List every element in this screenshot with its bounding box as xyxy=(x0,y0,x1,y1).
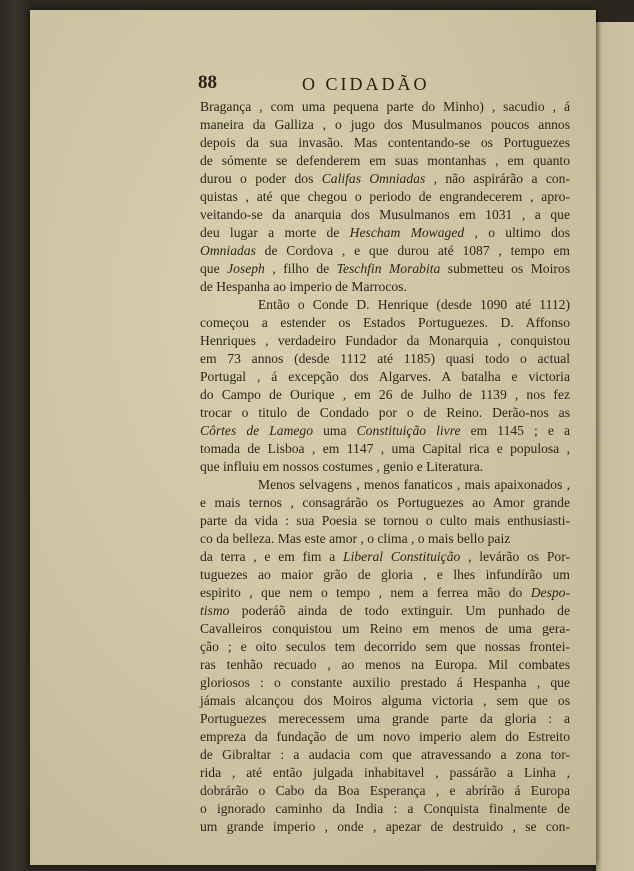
text-line xyxy=(200,764,570,782)
text-segment: começou a estender os Estados Portuguezes. D. Affonso xyxy=(200,315,570,330)
page-header xyxy=(198,72,478,94)
text-segment: ção ; e oito seculos tem decorrido sem que nossas frontei- xyxy=(200,639,570,654)
body-text xyxy=(200,98,570,836)
text-line xyxy=(200,476,570,494)
text-segment: de sómente se defenderem em suas montanhas , em quanto xyxy=(200,153,570,168)
text-segment: veitando-se da anarquia dos Musulmanos em 1031 , a que xyxy=(200,207,570,222)
text-line xyxy=(200,332,570,350)
text-line xyxy=(200,350,570,368)
italic-text: Omniadas xyxy=(200,243,256,258)
adjacent-page-edge xyxy=(596,22,634,871)
text-segment: poderáõ ainda de todo extinguir. Um punhado de xyxy=(229,603,570,618)
italic-text: Liberal Constituição xyxy=(343,549,461,564)
text-segment: em 73 annos (desde 1112 até 1185) quasi todo o actual xyxy=(200,351,570,366)
text-line xyxy=(200,116,570,134)
text-segment: maneira da Galliza , o jugo dos Musulmanos poucos annos xyxy=(200,117,570,132)
text-line xyxy=(200,548,570,566)
text-segment: submetteu os Moiros xyxy=(440,261,570,276)
text-line xyxy=(200,260,570,278)
text-line xyxy=(200,224,570,242)
text-segment: Portugal , á excepção dos Algarves. A batalha e victoria xyxy=(200,369,570,384)
italic-text: Joseph xyxy=(227,261,265,276)
text-line xyxy=(200,314,570,332)
text-line xyxy=(200,746,570,764)
text-line xyxy=(200,188,570,206)
text-line xyxy=(200,800,570,818)
text-line xyxy=(200,404,570,422)
text-segment: em 1145 ; e a xyxy=(460,423,571,438)
text-line xyxy=(200,620,570,638)
text-segment: espirito , que nem o tempo , nem a ferrea mão do xyxy=(200,585,531,600)
text-segment: que influiu em nossos costumes , genio e Literatura. xyxy=(200,459,484,474)
text-segment: , não aspirárão a con- xyxy=(425,171,570,186)
italic-text: Hescham Mowaged xyxy=(349,225,465,240)
text-line xyxy=(200,656,570,674)
text-line xyxy=(200,458,570,476)
italic-text: tismo xyxy=(200,603,230,618)
text-line xyxy=(200,242,570,260)
text-segment: um grande imperio , onde , apezar de destruido , se con- xyxy=(200,819,570,834)
text-segment: , levárão os Por- xyxy=(460,549,570,564)
text-segment: gloriosos : o constante auxilio prestado á Hespanha , que xyxy=(200,675,570,690)
text-line xyxy=(200,692,570,710)
text-line xyxy=(200,674,570,692)
text-segment: parte da vida : sua Poesia se tornou o culto mais enthusiasti- xyxy=(200,513,570,528)
text-segment: do Campo de Ourique , em 26 de Julho de 1139 , nos fez xyxy=(200,387,570,402)
text-segment: Cavalleiros conquistou um Reino em menos de uma gera- xyxy=(200,621,570,636)
text-segment: , filho de xyxy=(264,261,337,276)
text-segment: de Hespanha ao imperio de Marrocos. xyxy=(200,279,407,294)
text-line xyxy=(200,566,570,584)
italic-text: Califas Omniadas xyxy=(321,171,426,186)
text-segment: da terra , e em fim a xyxy=(200,549,344,564)
text-line xyxy=(200,710,570,728)
text-segment: Portuguezes merecessem uma grande parte da gloria : a xyxy=(200,711,570,726)
text-segment: empreza da fundação de um novo imperio alem do Estreito xyxy=(200,729,570,744)
text-line xyxy=(200,278,570,296)
text-line xyxy=(200,296,570,314)
text-segment: , o ultimo dos xyxy=(464,225,570,240)
text-segment: durou o poder dos xyxy=(200,171,322,186)
text-segment: trocar o titulo de Condado por o de Reino. Derão-nos as xyxy=(200,405,570,420)
text-line xyxy=(200,368,570,386)
text-segment: de Cordova , e que durou até 1087 , tempo em xyxy=(255,243,570,258)
text-segment: tomada de Lisboa , em 1147 , uma Capital rica e populosa , xyxy=(200,441,570,456)
text-segment: rida , até então julgada inhabitavel , passárão a Linha , xyxy=(200,765,570,780)
text-segment: o ignorado caminho da India : a Conquista finalmente de xyxy=(200,801,570,816)
text-line xyxy=(200,728,570,746)
text-segment: quistas , até que chegou o periodo de engrandecerem , apro- xyxy=(200,189,570,204)
text-line xyxy=(200,422,570,440)
running-head: O CIDADÃO xyxy=(302,74,430,94)
text-segment: Menos selvagens , menos fanaticos , mais apaixonados , xyxy=(258,477,570,492)
text-line xyxy=(200,602,570,620)
text-line xyxy=(200,170,570,188)
italic-text: Despo- xyxy=(530,585,570,600)
text-segment: uma xyxy=(313,423,357,438)
text-segment: jámais alcançou dos Moiros alguma victoria , sem que os xyxy=(200,693,570,708)
text-segment: co da belleza. Mas este amor , o clima , o mais bello paiz xyxy=(200,531,511,546)
text-line xyxy=(200,206,570,224)
text-line xyxy=(200,98,570,116)
text-segment: Henriques , verdadeiro Fundador da Monarquia , conquistou xyxy=(200,333,570,348)
text-line xyxy=(200,134,570,152)
italic-text: Constituição livre xyxy=(356,423,461,438)
text-line xyxy=(200,818,570,836)
text-segment: ras tenhão recuado , ao menos na Europa. Mil combates xyxy=(200,657,570,672)
italic-text: Teschfin Morabita xyxy=(336,261,441,276)
text-segment: de Gibraltar : a audacia com que atravessando a zona tor- xyxy=(200,747,570,762)
text-line xyxy=(200,386,570,404)
page-number: 88 xyxy=(198,72,217,93)
text-segment: dobrárão o Cabo da Boa Esperança , e abrírão á Europa xyxy=(200,783,570,798)
text-segment: deu lugar a morte de xyxy=(200,225,350,240)
text-line xyxy=(200,152,570,170)
text-line xyxy=(200,440,570,458)
text-line xyxy=(200,782,570,800)
text-segment: Então o Conde D. Henrique (desde 1090 até 1112) xyxy=(258,297,570,312)
text-segment: que xyxy=(200,261,228,276)
text-segment: tuguezes ao maior grão de gloria , e lhes infundírão um xyxy=(200,567,570,582)
text-segment: Bragança , com uma pequena parte do Minho) , sacudio , á xyxy=(200,99,570,114)
italic-text: Côrtes de Lamego xyxy=(200,423,314,438)
text-segment: e mais ternos , consagrárão os Portuguezes ao Amor grande xyxy=(200,495,570,510)
text-line xyxy=(200,584,570,602)
text-line xyxy=(200,512,570,530)
text-line xyxy=(200,638,570,656)
text-line xyxy=(200,530,570,548)
text-segment: depois da sua invasão. Mas contentando-se os Portuguezes xyxy=(200,135,570,150)
text-line xyxy=(200,494,570,512)
